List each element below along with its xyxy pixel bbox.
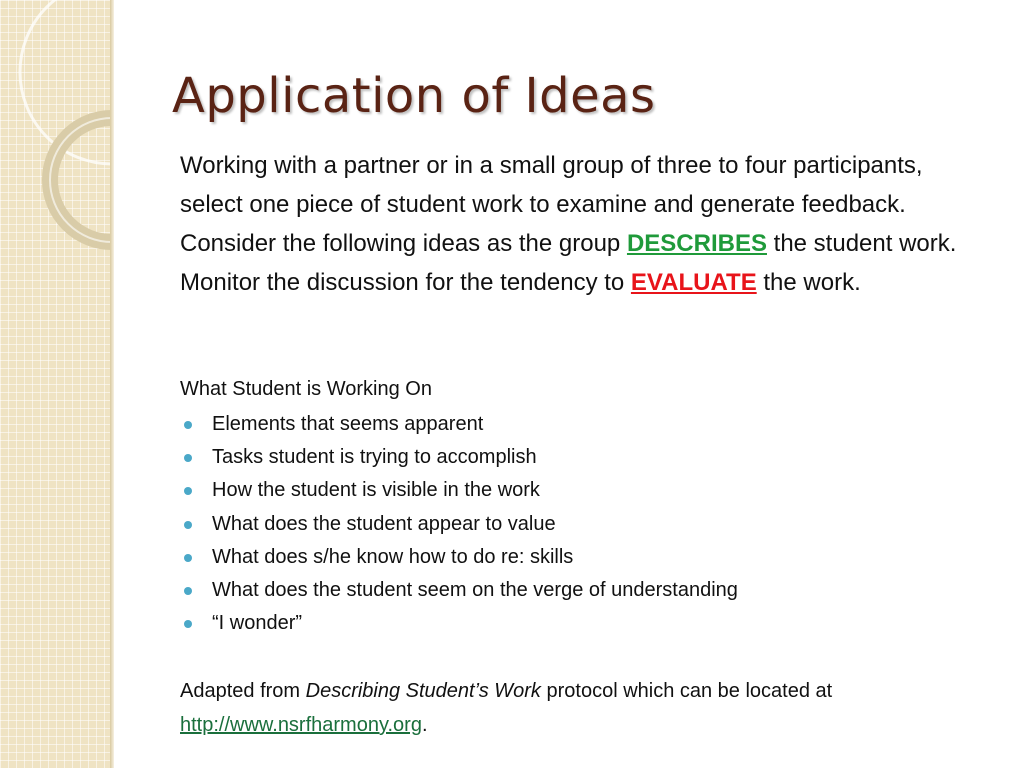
list-item-text: What does s/he know how to do re: skills — [212, 545, 574, 568]
bullet-list — [180, 408, 738, 640]
bullet-icon — [184, 554, 192, 562]
list-item-text: How the student is visible in the work — [212, 479, 540, 502]
list-item-text: What does the student seem on the verge of understanding — [212, 579, 738, 602]
bullet-icon — [184, 521, 192, 529]
intro-paragraph — [180, 146, 990, 302]
source-title: Describing Student’s Work — [305, 680, 541, 702]
intro-text-2: the student work. Monitor the discussion for the tendency to — [180, 230, 957, 296]
section-heading: What Student is Working On — [180, 378, 432, 400]
intro-text-1: Working with a partner or in a small group of three to four participants, select one piece of student work to examine and generate feedback. Consider the following ideas as the group — [180, 152, 923, 257]
slide-title: Application of Ideas — [172, 68, 656, 124]
sidebar-edge-divider — [110, 0, 114, 768]
source-credit — [180, 674, 980, 742]
list-item-text: What does the student appear to value — [212, 512, 556, 535]
bullet-icon — [184, 421, 192, 429]
bullet-icon — [184, 487, 192, 495]
list-item-text: Elements that seems apparent — [212, 413, 484, 435]
bullet-icon — [184, 620, 192, 628]
source-link[interactable]: http://www.nsrfharmony.org — [180, 714, 422, 736]
list-item — [180, 408, 738, 441]
list-item — [180, 441, 738, 474]
list-item-text: “I wonder” — [212, 612, 303, 635]
list-item — [180, 607, 738, 640]
list-item-text: Tasks student is trying to accomplish — [212, 446, 537, 469]
list-item — [180, 541, 738, 574]
list-item — [180, 474, 738, 507]
credit-end: . — [421, 714, 428, 736]
decorative-sidebar — [0, 0, 112, 768]
bullet-icon — [184, 587, 192, 595]
credit-prefix: Adapted from — [180, 680, 306, 702]
list-item — [180, 508, 738, 541]
ring-decoration-icon — [0, 0, 112, 768]
keyword-evaluate: EVALUATE — [630, 269, 757, 296]
credit-suffix: protocol which can be located at — [540, 680, 833, 702]
list-item — [180, 574, 738, 607]
keyword-describes: DESCRIBES — [626, 230, 767, 257]
bullet-icon — [184, 454, 192, 462]
intro-text-3: the work. — [756, 269, 861, 296]
